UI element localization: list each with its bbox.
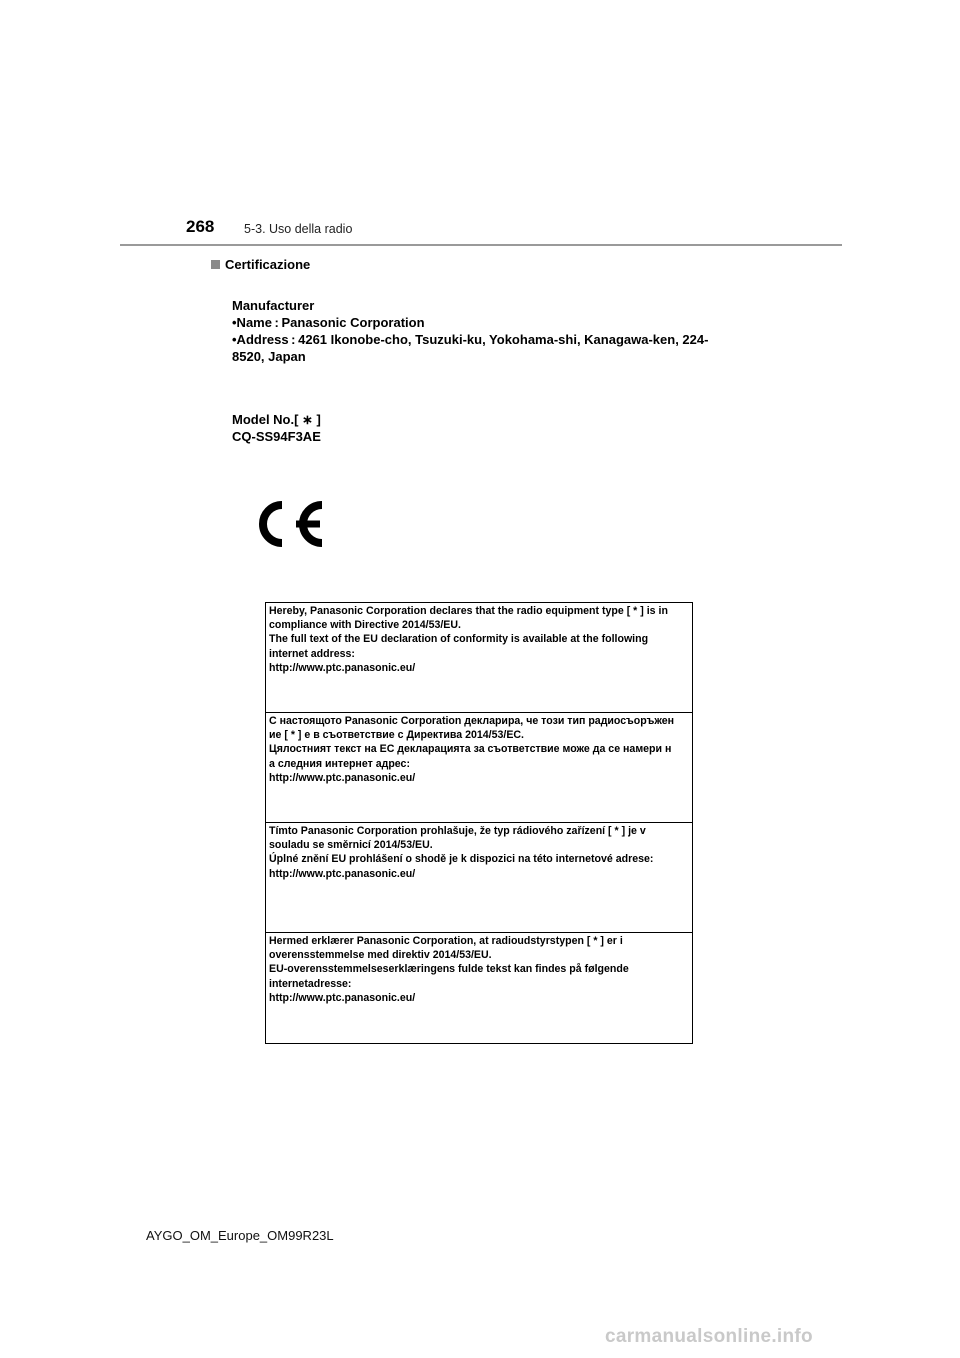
declaration-cs: Tímto Panasonic Corporation prohlašuje, že typ rádiového zařízení [ * ] je v souladu se směrnicí 2014/53/EU. Úplné znění EU prohlášení o shodě je k dispozici na této internetové adrese: http://www.ptc.panasonic.eu/ — [266, 823, 692, 933]
heading-text: Certificazione — [225, 257, 311, 272]
manufacturer-block — [232, 297, 722, 365]
model-label: Model No.[ ∗ ] — [232, 412, 321, 427]
declaration-bg: С настоящото Panasonic Corporation декларира, че този тип радиосъоръжен ие [ * ] е в съответствие с Директива 2014/53/ЕС. Цялостният текст на ЕС декларацията за съответствие може да се намери н а следния интернет адрес: http://www.ptc.panasonic.eu/ — [266, 713, 692, 823]
manufacturer-name: •Name : Panasonic Corporation — [232, 315, 425, 330]
manufacturer-address-cont: 8520, Japan — [232, 349, 306, 364]
page-number: 268 — [186, 217, 215, 236]
square-bullet-icon — [211, 260, 220, 269]
manufacturer-address: •Address : 4261 Ikonobe-cho, Tsuzuki-ku, Yokohama-shi, Kanagawa-ken, 224- — [232, 332, 709, 347]
declaration-table — [265, 602, 693, 1044]
declaration-en: Hereby, Panasonic Corporation declares that the radio equipment type [ * ] is in compliance with Directive 2014/53/EU. The full text of the EU declaration of conformity is available at the following internet address: http://www.ptc.panasonic.eu/ — [266, 603, 692, 713]
ce-mark-icon — [250, 497, 326, 551]
section-title: 5-3. Uso della radio — [244, 222, 353, 236]
manufacturer-label: Manufacturer — [232, 298, 315, 313]
model-number: CQ-SS94F3AE — [232, 429, 321, 444]
declaration-da: Hermed erklærer Panasonic Corporation, at radioudstyrstypen [ * ] er i overensstemmelse med direktiv 2014/53/EU. EU-overensstemmelseserklæringens fulde tekst kan findes på følgende internetadresse: http://www.ptc.panasonic.eu/ — [269, 935, 629, 1004]
header-divider — [120, 244, 842, 246]
model-block — [232, 411, 321, 445]
document-footer: AYGO_OM_Europe_OM99R23L — [146, 1228, 334, 1243]
watermark: carmanualsonline.info — [605, 1326, 813, 1347]
certification-heading — [211, 257, 310, 272]
